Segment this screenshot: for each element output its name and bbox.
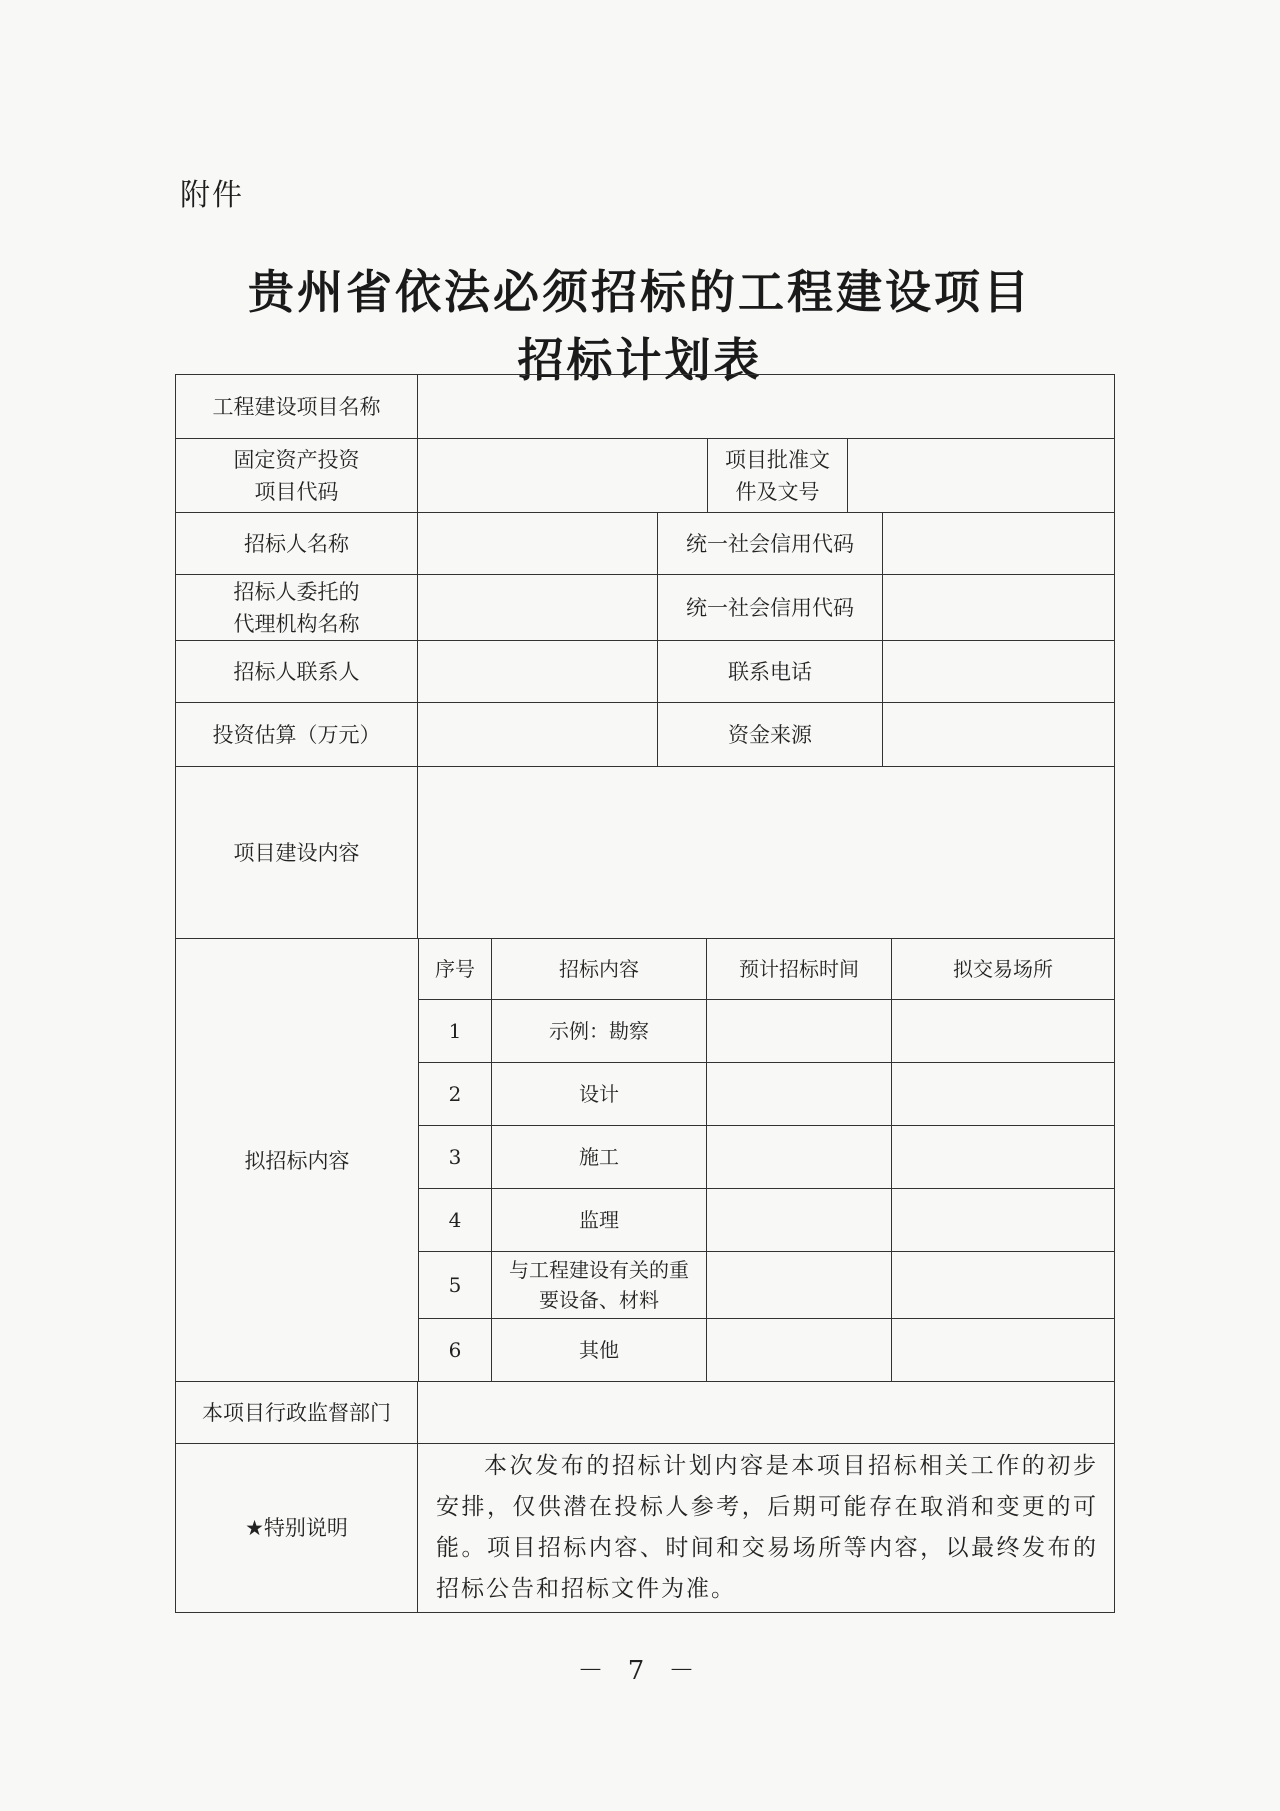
row-place[interactable] [892,1252,1114,1318]
phone-label: 联系电话 [658,641,883,702]
document-title: 贵州省依法必须招标的工程建设项目 [248,265,1032,319]
project-name-value[interactable] [418,375,1114,438]
approval-doc-label: 项目批准文件及文号 [708,439,848,512]
row-no: 6 [419,1319,492,1381]
row-place[interactable] [892,1189,1114,1251]
row-time[interactable] [707,1000,892,1062]
row-no: 5 [419,1252,492,1318]
header-content: 招标内容 [492,939,707,999]
contact-value[interactable] [418,641,658,702]
construction-content-row [176,767,1114,939]
row-no: 4 [419,1189,492,1251]
special-note-body [418,1444,1114,1612]
row-content: 施工 [492,1126,707,1188]
tender-plan-form [175,374,1115,1613]
credit-code-value-1[interactable] [883,513,1114,574]
agency-name-value[interactable] [418,575,658,640]
row-time[interactable] [707,1252,892,1318]
fixed-asset-code-value[interactable] [418,439,708,512]
supervision-value[interactable] [418,1382,1114,1443]
row-time[interactable] [707,1063,892,1125]
project-name-row [176,375,1114,439]
row-content: 其他 [492,1319,707,1381]
tender-items-table [419,939,1114,1381]
fund-source-label: 资金来源 [658,703,883,766]
phone-value[interactable] [883,641,1114,702]
row-no: 2 [419,1063,492,1125]
agency-row [176,575,1114,641]
row-place[interactable] [892,1063,1114,1125]
supervision-row [176,1382,1114,1444]
tenderer-name-label: 招标人名称 [176,513,418,574]
row-time[interactable] [707,1126,892,1188]
row-time[interactable] [707,1189,892,1251]
row-content: 与工程建设有关的重要设备、材料 [492,1252,707,1318]
row-no: 3 [419,1126,492,1188]
project-name-label: 工程建设项目名称 [176,375,418,438]
document-subtitle: 招标计划表 [517,333,763,387]
asset-code-row [176,439,1114,513]
row-no: 1 [419,1000,492,1062]
investment-label: 投资估算（万元） [176,703,418,766]
page-number: － 7 － [577,1656,703,1686]
fund-source-value[interactable] [883,703,1114,766]
agency-name-label: 招标人委托的代理机构名称 [176,575,418,640]
table-row [419,1000,1114,1063]
supervision-label: 本项目行政监督部门 [176,1382,418,1443]
header-time: 预计招标时间 [707,939,892,999]
investment-value[interactable] [418,703,658,766]
table-row [419,1126,1114,1189]
construction-content-value[interactable] [418,767,1114,938]
header-no: 序号 [419,939,492,999]
planned-tender-section [176,939,1114,1382]
tender-table-header [419,939,1114,1000]
approval-doc-value[interactable] [848,439,1114,512]
fixed-asset-code-label: 固定资产投资项目代码 [176,439,418,512]
tenderer-name-value[interactable] [418,513,658,574]
table-row [419,1063,1114,1126]
construction-content-label: 项目建设内容 [176,767,418,938]
row-place[interactable] [892,1000,1114,1062]
row-content: 示例：勘察 [492,1000,707,1062]
contact-row [176,641,1114,703]
row-content: 设计 [492,1063,707,1125]
credit-code-label-2: 统一社会信用代码 [658,575,883,640]
row-place[interactable] [892,1319,1114,1381]
investment-row [176,703,1114,767]
special-note-text: 本次发布的招标计划内容是本项目招标相关工作的初步安排，仅供潜在投标人参考，后期可能存在取消和变更的可能。项目招标内容、时间和交易场所等内容，以最终发布的招标公告和招标文件为准。 [436,1453,1098,1602]
tenderer-row [176,513,1114,575]
row-place[interactable] [892,1126,1114,1188]
row-content: 监理 [492,1189,707,1251]
special-note-label: ★特别说明 [176,1444,418,1612]
table-row [419,1189,1114,1252]
credit-code-label-1: 统一社会信用代码 [658,513,883,574]
credit-code-value-2[interactable] [883,575,1114,640]
table-row [419,1319,1114,1381]
attachment-label: 附件 [180,178,244,213]
header-place: 拟交易场所 [953,957,1053,981]
table-row [419,1252,1114,1319]
contact-label: 招标人联系人 [176,641,418,702]
special-note-row [176,1444,1114,1612]
row-time[interactable] [707,1319,892,1381]
planned-tender-label: 拟招标内容 [176,939,419,1381]
